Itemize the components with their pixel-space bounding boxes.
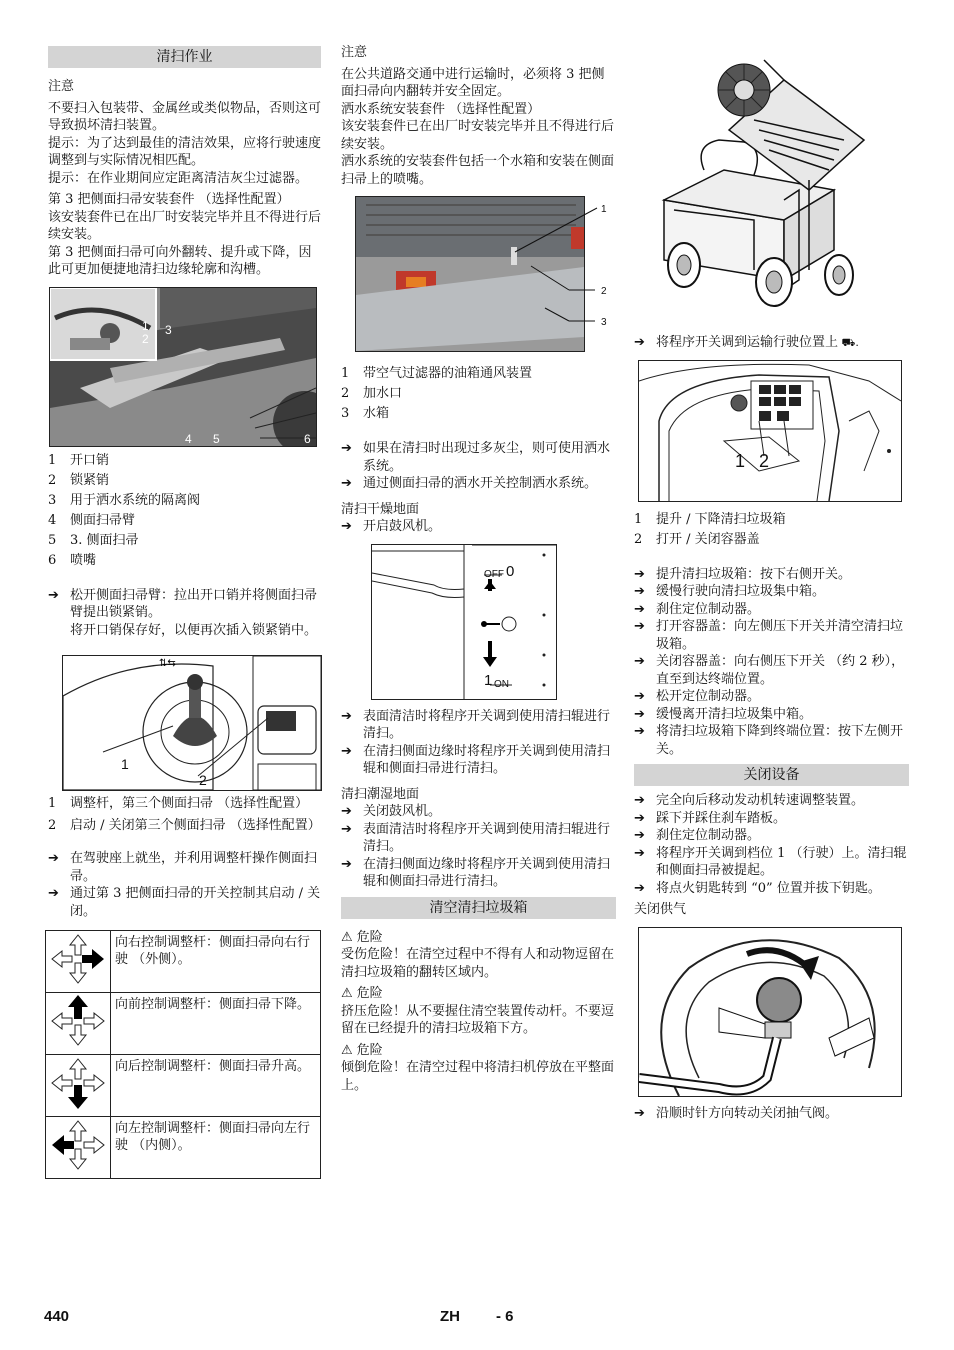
step-park-brake: ➔ 刹住定位制动器。	[634, 828, 761, 843]
danger-text-3: 倾倒危险！在清空过程中将清扫机停放在平整面上。	[341, 1060, 615, 1093]
joystick-forward-icon	[46, 993, 111, 1055]
arrow-icon: ➔	[634, 619, 645, 634]
control-panel-illustration	[639, 361, 901, 501]
step-transport-mode: ➔ 将程序开关调到运输行驶位置上 ⛟.	[634, 335, 859, 350]
legend-water-tank	[341, 364, 616, 424]
side-broom-illustration	[50, 288, 316, 446]
warning-icon: ⚠	[341, 986, 353, 1001]
side-broom-photo	[49, 287, 317, 447]
list-item: 6 喷嘴	[48, 552, 97, 568]
arrow-icon: ➔	[341, 476, 352, 491]
danger-label-2: ⚠ 危险	[341, 986, 383, 1001]
page-number-left: 440	[44, 1308, 70, 1325]
callout-1: 1	[121, 756, 129, 772]
step-dry-surface: ➔ 表面清洁时将程序开关调到使用清扫辊进行清扫。	[341, 708, 611, 741]
switch-zero-label: 0	[506, 562, 515, 580]
transport-mode-icon: ⛟.	[838, 336, 859, 349]
joystick-left-icon	[46, 1117, 111, 1179]
section-title-sweeping: 清扫作业	[48, 46, 321, 68]
danger-text-1: 受伤危险！在清空过程中不得有人和动物逗留在清扫垃圾箱的翻转区域内。	[341, 947, 615, 980]
tip-speed: 提示：为了达到最佳的清洁效果，应将行驶速度调整到与实际情况相匹配。	[48, 135, 322, 168]
step-wet-surface: ➔ 表面清洁时将程序开关调到使用清扫辊进行清扫。	[341, 821, 611, 854]
list-item: 1 调整杆，第三个侧面扫帚 （选择性配置）	[48, 796, 309, 811]
step-switch-third-broom: ➔ 通过第 3 把侧面扫帚的开关控制其启动 / 关闭。	[48, 886, 321, 919]
column-1	[48, 44, 321, 1179]
arrow-icon: ➔	[634, 654, 645, 669]
arrow-icon: ➔	[341, 708, 352, 724]
column-2	[341, 44, 616, 1094]
kit-text: 该安装套件已在出厂时安装完毕并且不得进行后续安装。	[48, 209, 322, 242]
danger-text-2: 挤压危险！从不要握住清空装置传动杆。不要逗留在已经提升的清扫垃圾箱下方。	[341, 1003, 615, 1036]
callout-2: 2	[199, 772, 207, 788]
machine-bin-raised-figure	[634, 50, 904, 320]
list-item: 3 水箱	[341, 406, 390, 421]
water-tank-figure	[355, 196, 625, 356]
list-item: 2 加水口	[341, 386, 403, 401]
svg-text:⇅⇆: ⇅⇆	[159, 658, 176, 669]
arrow-icon: ➔	[634, 828, 645, 843]
table-cell: 向后控制调整杆：侧面扫帚升高。	[111, 1055, 321, 1117]
danger-label-1: ⚠ 危险	[341, 929, 383, 945]
spray-kit-title: 洒水系统安装套件 （选择性配置）	[341, 101, 541, 117]
control-panel-figure	[638, 360, 902, 502]
step-remove-key: ➔ 将点火钥匙转到 “0” 位置并拔下钥匙。	[634, 880, 881, 896]
step-program-switch-1: ➔ 将程序开关调到档位 1 （行驶）上。清扫辊和侧面扫帚被提起。	[634, 845, 907, 878]
danger-label-3: ⚠ 危险	[341, 1042, 383, 1058]
blower-switch-illustration	[372, 545, 556, 699]
list-item: 1 带空气过滤器的油箱通风装置	[341, 366, 533, 381]
step-drive-away: ➔ 缓慢离开清扫垃圾集中箱。	[634, 706, 813, 722]
step-throttle-back: ➔ 完全向后移动发动机转速调整装置。	[634, 793, 865, 808]
list-item: 5 3. 侧面扫帚	[48, 532, 139, 548]
kit-desc: 第 3 把侧面扫帚可向外翻转、提升或下降，因此可更加便捷地清扫边缘轮廓和沟槽。	[48, 244, 312, 277]
section-title-shutdown: 关闭设备	[634, 764, 909, 786]
callout-4: 4	[185, 431, 192, 446]
step-press-brake: ➔ 踩下并踩住刹车踏板。	[634, 810, 787, 826]
list-item: 2 启动 / 关闭第三个侧面扫帚 （选择性配置）	[48, 817, 321, 833]
step-drive-to-container: ➔ 缓慢行驶向清扫垃圾集中箱。	[634, 584, 826, 599]
arrow-icon: ➔	[634, 880, 645, 896]
arrow-icon: ➔	[634, 810, 645, 826]
wet-floor-title: 清扫潮湿地面	[341, 786, 420, 802]
step-blower-off: ➔ 关闭鼓风机。	[341, 804, 442, 819]
joystick-back-icon	[46, 1055, 111, 1117]
arrow-icon: ➔	[48, 587, 59, 603]
callout-3: 3	[601, 317, 607, 328]
switch-one-label: 1	[484, 671, 493, 689]
callout-1: 1	[142, 318, 149, 333]
arrow-icon: ➔	[634, 845, 645, 861]
table-row	[46, 931, 321, 993]
arrow-icon: ➔	[634, 724, 645, 739]
list-item: 1 提升 / 下降清扫垃圾箱	[634, 511, 786, 527]
list-item: 3 用于洒水系统的隔离阀	[48, 492, 201, 508]
joystick-illustration	[63, 656, 321, 790]
list-item: 2 打开 / 关闭容器盖	[634, 531, 760, 547]
arrow-icon: ➔	[634, 706, 645, 722]
page-number-right: - 6	[496, 1308, 514, 1325]
note-text: 在公共道路交通中进行运输时，必须将 3 把侧面扫帚向内翻转并安全固定。	[341, 66, 605, 99]
step-wet-edge: ➔ 在清扫侧面边缘时将程序开关调到使用清扫辊和侧面扫帚进行清扫。	[341, 856, 611, 889]
table-row	[46, 1055, 321, 1117]
note-label: 注意	[48, 79, 75, 94]
column-3	[634, 50, 909, 1122]
callout-1: 1	[735, 450, 746, 471]
arrow-icon: ➔	[634, 689, 645, 704]
step-release-arm: ➔ 松开侧面扫帚臂：拉出开口销并将侧面扫帚臂提出锁紧销。 将开口销保存好，以便再次插入锁紧销中。	[48, 587, 318, 638]
step-blower-on: ➔ 开启鼓风机。	[341, 519, 442, 534]
arrow-icon: ➔	[634, 584, 645, 599]
tip-filter: 提示：在作业期间应定距离清洁灰尘过滤器。	[48, 170, 309, 186]
table-cell: 向左控制调整杆：侧面扫帚向左行驶 （内侧）。	[111, 1117, 321, 1179]
callout-2: 2	[601, 286, 607, 297]
step-lower-bin: ➔ 将清扫垃圾箱下降到终端位置：按下左侧开关。	[634, 724, 904, 757]
step-close-valve: ➔ 沿顺时针方向转动关闭抽气阀。	[634, 1105, 839, 1121]
note-text: 不要扫入包装带、金属丝或类似物品，否则这可导致损坏清扫装置。	[48, 100, 322, 133]
callout-lines	[355, 196, 625, 356]
callout-2: 2	[142, 331, 149, 346]
callout-1: 1	[601, 204, 607, 215]
step-use-spray: ➔ 如果在清扫时出现过多灰尘，则可使用洒水系统。	[341, 441, 611, 474]
air-valve-figure	[638, 927, 902, 1097]
list-item: 4 侧面扫帚臂	[48, 512, 136, 528]
step-spray-switch: ➔ 通过侧面扫帚的洒水开关控制洒水系统。	[341, 476, 598, 491]
step-apply-brake: ➔ 刹住定位制动器。	[634, 601, 761, 617]
arrow-icon: ➔	[341, 441, 352, 456]
joystick-right-icon	[46, 931, 111, 993]
legend-control-panel	[634, 510, 909, 550]
arrow-icon: ➔	[48, 886, 59, 901]
arrow-icon: ➔	[634, 601, 645, 617]
step-open-lid: ➔ 打开容器盖：向左侧压下开关并清空清扫垃圾箱。	[634, 619, 904, 652]
machine-illustration	[634, 50, 904, 320]
step-release-brake: ➔ 松开定位制动器。	[634, 689, 761, 704]
arrow-icon: ➔	[634, 335, 645, 350]
callout-5: 5	[213, 431, 220, 446]
callout-6: 6	[304, 431, 311, 446]
arrow-icon: ➔	[341, 519, 352, 534]
legend-side-broom	[48, 451, 321, 571]
air-supply-title: 关闭供气	[634, 902, 687, 917]
arrow-icon: ➔	[634, 793, 645, 808]
warning-icon: ⚠	[341, 1042, 353, 1058]
arrow-icon: ➔	[341, 743, 352, 759]
step-dry-edge: ➔ 在清扫侧面边缘时将程序开关调到使用清扫辊和侧面扫帚进行清扫。	[341, 743, 611, 776]
step-operate-joystick: ➔ 在驾驶座上就坐，并利用调整杆操作侧面扫帚。	[48, 851, 318, 884]
dry-floor-title: 清扫干燥地面	[341, 501, 420, 517]
step-raise-bin: ➔ 提升清扫垃圾箱：按下右侧开关。	[634, 566, 852, 582]
warning-icon: ⚠	[341, 929, 353, 945]
arrow-icon: ➔	[634, 566, 645, 582]
switch-off-label: OFF	[484, 568, 504, 580]
joystick-control-table	[45, 930, 321, 1179]
callout-3: 3	[165, 322, 172, 337]
list-item: 2 锁紧销	[48, 472, 110, 488]
table-cell: 向右控制调整杆：侧面扫帚向右行驶 （外侧）。	[111, 931, 321, 993]
arrow-icon: ➔	[341, 856, 352, 872]
step-close-lid: ➔ 关闭容器盖：向右侧压下开关 （约 2 秒），直至到达终端位置。	[634, 654, 905, 687]
table-row	[46, 993, 321, 1055]
joystick-panel-figure	[62, 655, 322, 791]
note-label: 注意	[341, 45, 368, 60]
arrow-icon: ➔	[341, 821, 352, 837]
table-row	[46, 1117, 321, 1179]
list-item: 1 开口销	[48, 452, 110, 468]
language-code: ZH	[440, 1308, 460, 1325]
arrow-icon: ➔	[634, 1105, 645, 1121]
spray-kit-text: 该安装套件已在出厂时安装完毕并且不得进行后续安装。	[341, 119, 615, 152]
legend-joystick	[48, 795, 321, 834]
arrow-icon: ➔	[341, 804, 352, 819]
arrow-icon: ➔	[48, 851, 59, 866]
table-cell: 向前控制调整杆：侧面扫帚下降。	[111, 993, 321, 1055]
blower-switch-figure	[371, 544, 557, 700]
callout-2: 2	[759, 450, 770, 471]
spray-kit-desc: 洒水系统的安装套件包括一个水箱和安装在侧面扫帚上的喷嘴。	[341, 154, 615, 187]
air-valve-illustration	[639, 928, 901, 1096]
kit-title: 第 3 把侧面扫帚安装套件 （选择性配置）	[48, 192, 290, 207]
switch-on-label: ON	[494, 678, 509, 690]
section-title-empty-bin: 清空清扫垃圾箱	[341, 897, 616, 919]
